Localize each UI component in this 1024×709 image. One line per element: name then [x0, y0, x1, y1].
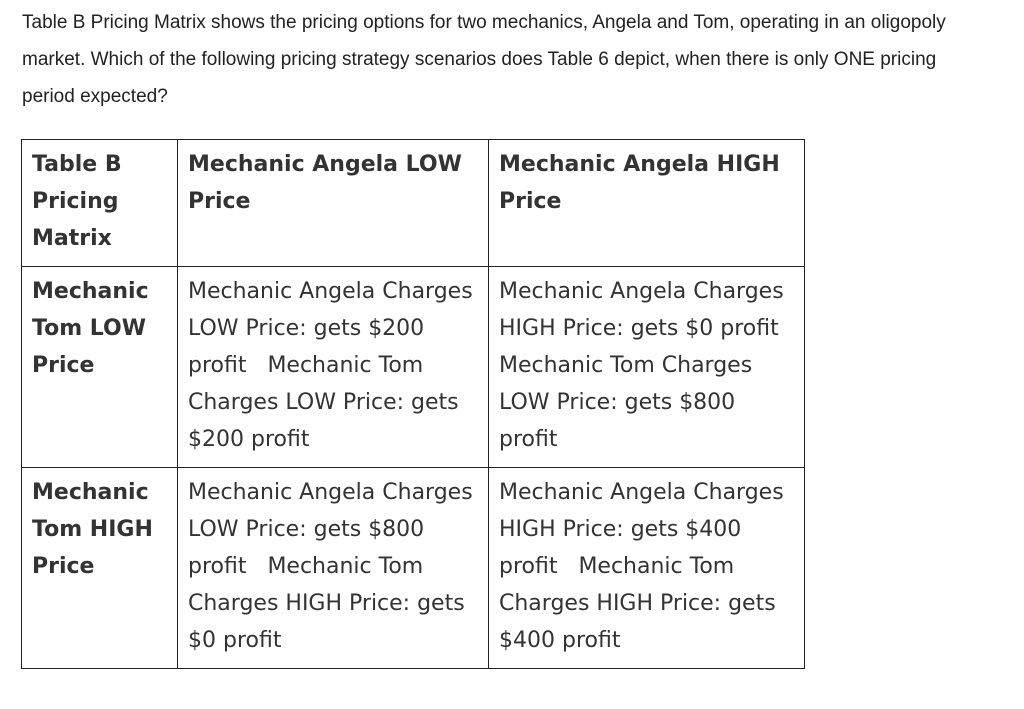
- pricing-matrix-table: [21, 139, 805, 669]
- table-row-tom-low: [22, 267, 805, 468]
- question-text: Table B Pricing Matrix shows the pricing options for two mechanics, Angela and Tom, operating in an oligopoly market. Which of the following pricing strategy scenarios does Table 6 depict, when there is only ONE pricing period expected?: [22, 12, 946, 107]
- column-header-angela-low: Mechanic Angela LOW Price: [178, 140, 489, 267]
- table-header-row: [22, 140, 805, 267]
- row-header-tom-low: Mechanic Tom LOW Price: [22, 267, 178, 468]
- column-header-angela-high: Mechanic Angela HIGH Price: [489, 140, 805, 267]
- table-row-tom-high: [22, 468, 805, 669]
- cell-tom-high-angela-high: Mechanic Angela Charges HIGH Price: gets $400 profit Mechanic Tom Charges HIGH Price: gets $400 profit: [489, 468, 805, 669]
- cell-tom-low-angela-low: Mechanic Angela Charges LOW Price: gets $200 profit Mechanic Tom Charges LOW Price: gets $200 profit: [178, 267, 489, 468]
- cell-tom-high-angela-low: Mechanic Angela Charges LOW Price: gets $800 profit Mechanic Tom Charges HIGH Price: gets $0 profit: [178, 468, 489, 669]
- table-corner-label: Table B Pricing Matrix: [22, 140, 178, 267]
- row-header-tom-high: Mechanic Tom HIGH Price: [22, 468, 178, 669]
- cell-tom-low-angela-high: Mechanic Angela Charges HIGH Price: gets $0 profit Mechanic Tom Charges LOW Price: gets $800 profit: [489, 267, 805, 468]
